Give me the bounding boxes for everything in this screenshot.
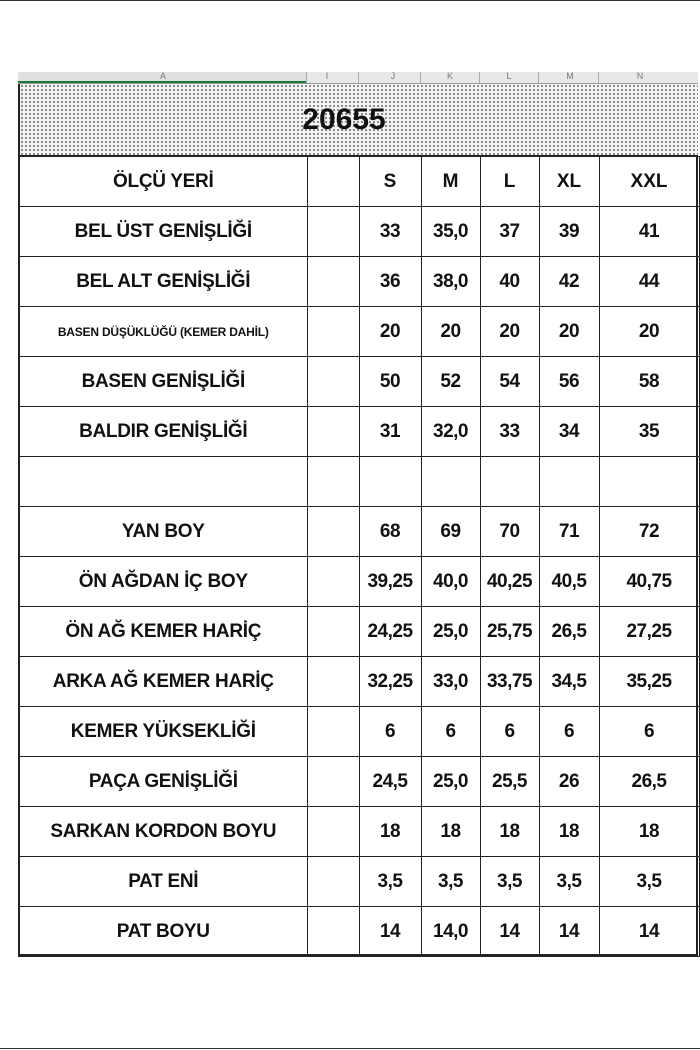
header-label: ÖLÇÜ YERİ	[19, 157, 307, 207]
spacer-cell	[307, 807, 359, 857]
measurement-value: 25,0	[421, 607, 480, 657]
spacer-cell	[307, 757, 359, 807]
spacer-cell	[307, 907, 359, 957]
measurement-value: 14,0	[421, 907, 480, 957]
spacer-cell	[307, 257, 359, 307]
measurement-value: 70	[480, 507, 539, 557]
column-letter: K	[446, 72, 453, 81]
table-row	[19, 307, 699, 357]
measurement-value: 35	[599, 407, 699, 457]
table-row	[19, 857, 699, 907]
measurement-value: 24,25	[359, 607, 421, 657]
measurement-value: 20	[421, 307, 480, 357]
spacer-cell	[307, 357, 359, 407]
measurement-value: 20	[359, 307, 421, 357]
spacer-cell	[307, 707, 359, 757]
measurement-value: 6	[421, 707, 480, 757]
column-letter: I	[325, 72, 329, 81]
measurement-value	[480, 457, 539, 507]
measurement-value: 40,75	[599, 557, 699, 607]
measurement-value: 35,25	[599, 657, 699, 707]
measurement-value: 33,0	[421, 657, 480, 707]
measurement-label: PAT BOYU	[19, 907, 307, 957]
measurement-value: 6	[539, 707, 599, 757]
table-row	[19, 757, 699, 807]
table-row	[19, 207, 699, 257]
measurement-value: 6	[359, 707, 421, 757]
spacer-cell	[307, 557, 359, 607]
measurement-value: 26,5	[539, 607, 599, 657]
measurement-value: 6	[480, 707, 539, 757]
measurement-value: 44	[599, 257, 699, 307]
measurement-label: ÖN AĞ KEMER HARİÇ	[19, 607, 307, 657]
measurement-label: BASEN DÜŞÜKLÜĞÜ (KEMER DAHİL)	[19, 307, 307, 357]
measurement-value: 50	[359, 357, 421, 407]
measurement-value: 31	[359, 407, 421, 457]
measurement-value: 34	[539, 407, 599, 457]
measurement-label: SARKAN KORDON BOYU	[19, 807, 307, 857]
measurement-value: 3,5	[359, 857, 421, 907]
measurement-value: 14	[539, 907, 599, 957]
table-row	[19, 907, 699, 957]
size-chart-table	[18, 156, 700, 957]
measurement-value: 40,5	[539, 557, 599, 607]
measurement-value: 58	[599, 357, 699, 407]
measurement-label: PAT ENİ	[19, 857, 307, 907]
measurement-value: 41	[599, 207, 699, 257]
spacer-cell	[307, 157, 359, 207]
measurement-value: 71	[539, 507, 599, 557]
measurement-value: 3,5	[421, 857, 480, 907]
spacer-cell	[307, 307, 359, 357]
measurement-value: 40,0	[421, 557, 480, 607]
table-row	[19, 657, 699, 707]
size-header: XXL	[599, 157, 699, 207]
measurement-label: KEMER YÜKSEKLİĞİ	[19, 707, 307, 757]
size-chart-sheet	[18, 72, 698, 956]
measurement-label	[19, 457, 307, 507]
measurement-value: 68	[359, 507, 421, 557]
measurement-value: 33	[480, 407, 539, 457]
measurement-value: 18	[599, 807, 699, 857]
spacer-cell	[307, 507, 359, 557]
measurement-value: 18	[359, 807, 421, 857]
measurement-value: 39	[539, 207, 599, 257]
measurement-value: 26,5	[599, 757, 699, 807]
size-header: L	[480, 157, 539, 207]
column-letter: A	[159, 72, 166, 81]
measurement-value: 39,25	[359, 557, 421, 607]
measurement-value: 27,25	[599, 607, 699, 657]
measurement-value: 3,5	[599, 857, 699, 907]
bottom-border-line	[0, 1048, 700, 1049]
measurement-value: 20	[480, 307, 539, 357]
measurement-value: 14	[599, 907, 699, 957]
top-border-line	[0, 0, 700, 1]
measurement-value: 42	[539, 257, 599, 307]
measurement-value: 25,5	[480, 757, 539, 807]
measurement-label: ARKA AĞ KEMER HARİÇ	[19, 657, 307, 707]
spacer-cell	[307, 207, 359, 257]
measurement-label: BEL ALT GENİŞLİĞİ	[19, 257, 307, 307]
table-row	[19, 257, 699, 307]
measurement-value: 24,5	[359, 757, 421, 807]
header-row	[19, 157, 699, 207]
measurement-value: 54	[480, 357, 539, 407]
product-code: 20655	[302, 102, 386, 136]
table-row	[19, 557, 699, 607]
measurement-value: 34,5	[539, 657, 599, 707]
measurement-value: 3,5	[480, 857, 539, 907]
measurement-value: 52	[421, 357, 480, 407]
size-header: M	[421, 157, 480, 207]
spacer-cell	[307, 457, 359, 507]
measurement-value: 6	[599, 707, 699, 757]
measurement-value: 40,25	[480, 557, 539, 607]
measurement-label: BASEN GENİŞLİĞİ	[19, 357, 307, 407]
table-row	[19, 407, 699, 457]
measurement-value	[599, 457, 699, 507]
measurement-value: 32,0	[421, 407, 480, 457]
measurement-value: 35,0	[421, 207, 480, 257]
table-row	[19, 607, 699, 657]
table-row	[19, 457, 699, 507]
column-letter: J	[390, 72, 396, 81]
measurement-value: 36	[359, 257, 421, 307]
measurement-value: 72	[599, 507, 699, 557]
measurement-label: ÖN AĞDAN İÇ BOY	[19, 557, 307, 607]
measurement-value: 40	[480, 257, 539, 307]
measurement-value: 33	[359, 207, 421, 257]
measurement-value: 14	[480, 907, 539, 957]
table-row	[19, 807, 699, 857]
measurement-label: PAÇA GENİŞLİĞİ	[19, 757, 307, 807]
table-row	[19, 357, 699, 407]
measurement-value	[539, 457, 599, 507]
spacer-cell	[307, 657, 359, 707]
spacer-cell	[307, 607, 359, 657]
measurement-value: 33,75	[480, 657, 539, 707]
measurement-value: 18	[539, 807, 599, 857]
measurement-label: BALDIR GENİŞLİĞİ	[19, 407, 307, 457]
measurement-value: 38,0	[421, 257, 480, 307]
measurement-value	[421, 457, 480, 507]
measurement-value: 3,5	[539, 857, 599, 907]
measurement-value: 26	[539, 757, 599, 807]
spacer-cell	[307, 407, 359, 457]
spacer-cell	[307, 857, 359, 907]
table-row	[19, 707, 699, 757]
spreadsheet-column-header	[18, 72, 698, 84]
table-row	[19, 507, 699, 557]
measurement-value: 20	[599, 307, 699, 357]
measurement-value: 69	[421, 507, 480, 557]
measurement-label: YAN BOY	[19, 507, 307, 557]
size-header: S	[359, 157, 421, 207]
measurement-value: 56	[539, 357, 599, 407]
measurement-value: 37	[480, 207, 539, 257]
column-letter: L	[506, 72, 512, 81]
measurement-value: 20	[539, 307, 599, 357]
measurement-label: BEL ÜST GENİŞLİĞİ	[19, 207, 307, 257]
measurement-value: 18	[480, 807, 539, 857]
measurement-value: 25,0	[421, 757, 480, 807]
measurement-value: 25,75	[480, 607, 539, 657]
measurement-value: 14	[359, 907, 421, 957]
measurement-value: 18	[421, 807, 480, 857]
column-letter: N	[636, 72, 644, 81]
column-letter: M	[566, 72, 574, 81]
measurement-value	[359, 457, 421, 507]
measurement-value: 32,25	[359, 657, 421, 707]
product-code-banner	[18, 84, 698, 156]
size-header: XL	[539, 157, 599, 207]
